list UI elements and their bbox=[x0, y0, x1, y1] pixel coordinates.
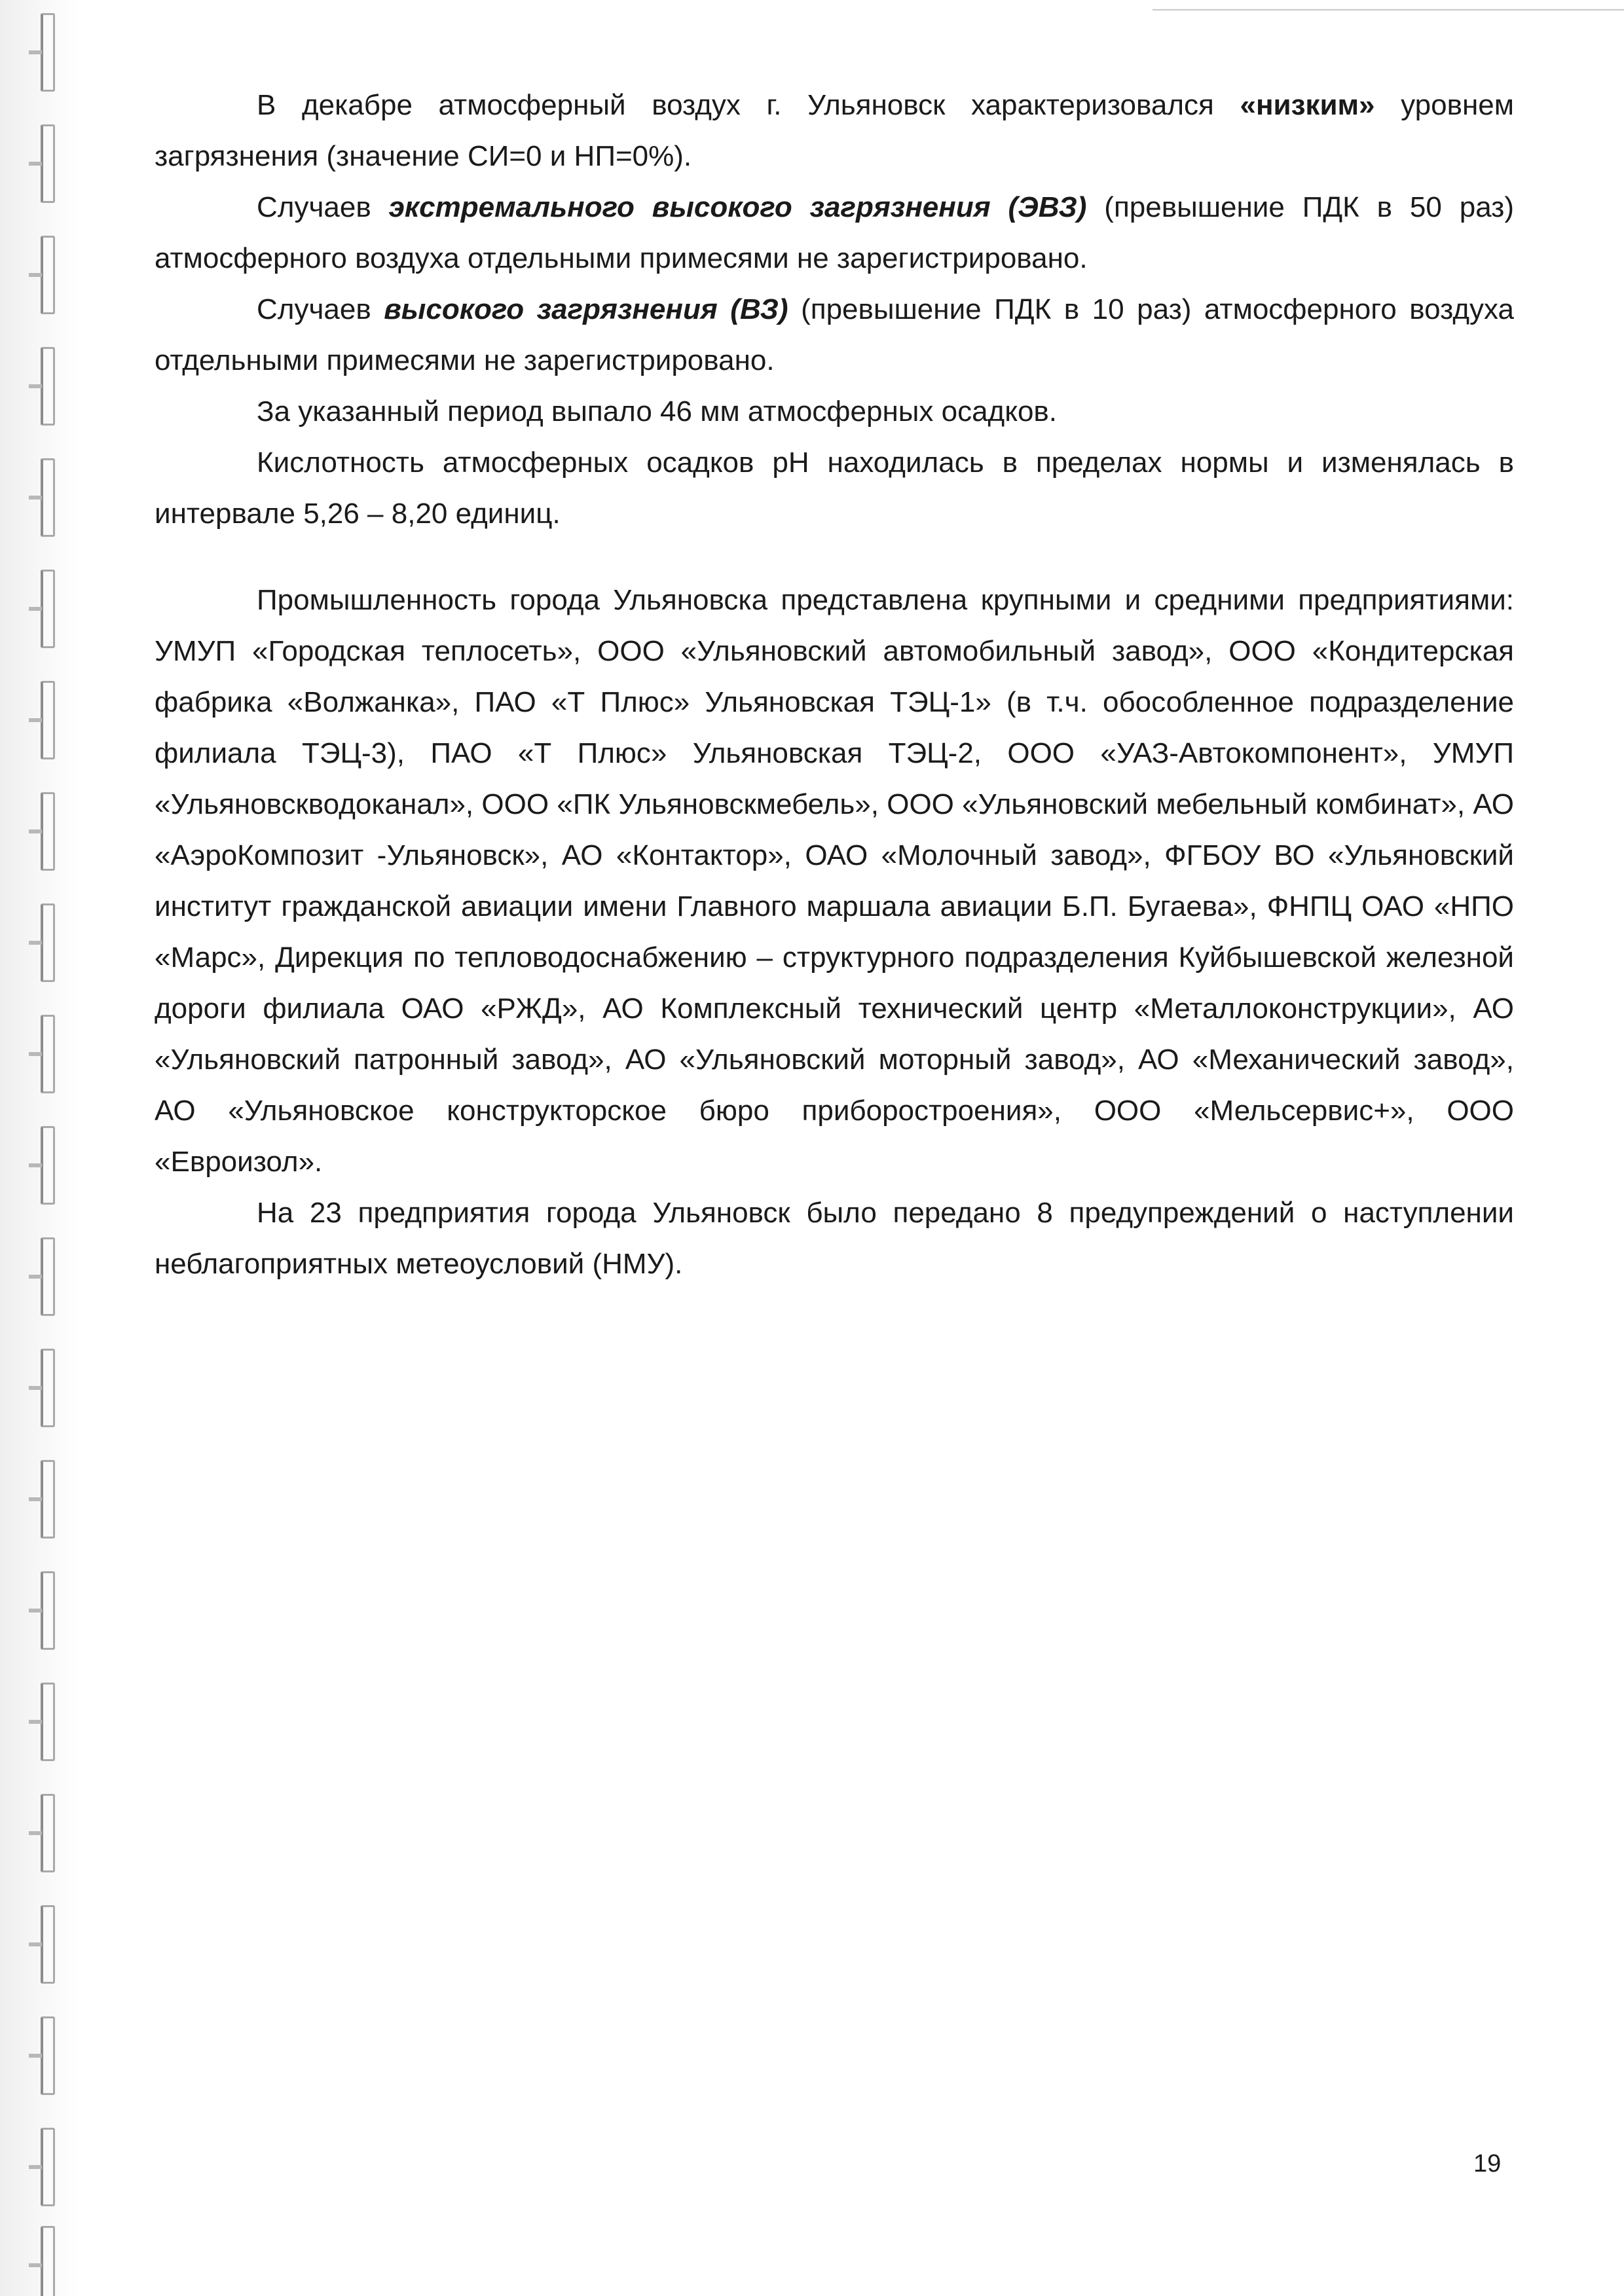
binding-ring bbox=[41, 236, 55, 314]
scan-edge-line bbox=[1153, 9, 1624, 10]
binding-ring bbox=[41, 570, 55, 648]
binding-ring bbox=[41, 1905, 55, 1984]
text-run: уровнем загрязнения (значение СИ=0 и НП=0%). bbox=[155, 89, 1514, 172]
paragraph-air-pollution-level bbox=[155, 80, 1514, 182]
text-run: В декабре атмосферный воздух г. Ульяновск характеризовался bbox=[257, 89, 1240, 121]
term-high-pollution: высокого загрязнения (ВЗ) bbox=[384, 293, 788, 325]
paragraph-industry: Промышленность города Ульяновска представлена крупными и средними предприятиями: УМУП «Городская теплосеть», ООО «Ульяновский автомобильный завод», ООО «Кондитерская фабрика «Волжанка», ПАО «Т Плюс» Ульяновская ТЭЦ-1» (в т.ч. обособленное подразделение филиала ТЭЦ-3), ПАО «Т Плюс» Ульяновская ТЭЦ-2, ООО «УАЗ-Автокомпонент», УМУП «Ульяновскводоканал», ООО «ПК Ульяновскмебель», ООО «Ульяновский мебельный комбинат», АО «АэроКомпозит -Ульяновск», АО «Контактор», ОАО «Молочный завод», ФГБОУ ВО «Ульяновский институт гражданской авиации имени Главного маршала авиации Б.П. Бугаева», ФНПЦ ОАО «НПО «Марс», Дирекция по тепловодоснабжению – структурного подразделения Куйбышевской железной дороги филиала ОАО «РЖД», АО Комплексный технический центр «Металлоконструкции», АО «Ульяновский патронный завод», АО «Ульяновский моторный завод», АО «Механический завод», АО «Ульяновское конструкторское бюро приборостроения», ООО «Мельсервис+», ООО «Евроизол». bbox=[155, 584, 1514, 1178]
binding-ring bbox=[41, 124, 55, 203]
paragraph-acidity: Кислотность атмосферных осадков рН находилась в пределах нормы и изменялась в интервале 5,26 – 8,20 единиц. bbox=[155, 446, 1514, 530]
binding-ring bbox=[41, 1015, 55, 1093]
paragraph-high-pollution bbox=[155, 284, 1514, 386]
binding-ring bbox=[41, 1683, 55, 1761]
bold-term-low: «низким» bbox=[1240, 89, 1375, 121]
binding-ring bbox=[41, 1126, 55, 1205]
text-run: (превышение ПДК в 50 раз) атмосферного воздуха отдельными примесями не зарегистрировано. bbox=[155, 191, 1515, 274]
text-run: (превышение ПДК в 10 раз) атмосферного воздуха отдельными примесями не зарегистрировано. bbox=[155, 293, 1515, 376]
binding-ring bbox=[41, 903, 55, 982]
binding-ring bbox=[41, 2128, 55, 2206]
paragraph-precipitation: За указанный период выпало 46 мм атмосферных осадков. bbox=[257, 395, 1058, 428]
spiral-binding bbox=[0, 0, 79, 2296]
binding-ring bbox=[41, 681, 55, 759]
paragraph-warnings: На 23 предприятия города Ульяновск было передано 8 предупреждений о наступлении неблагоприятных метеоусловий (НМУ). bbox=[155, 1197, 1514, 1280]
binding-ring bbox=[41, 1794, 55, 1872]
binding-ring bbox=[41, 1237, 55, 1316]
text-run: Случаев bbox=[257, 293, 384, 325]
binding-ring bbox=[41, 1349, 55, 1427]
term-extreme-pollution: экстремального высокого загрязнения (ЭВЗ) bbox=[388, 191, 1087, 223]
binding-ring bbox=[41, 13, 55, 92]
binding-ring bbox=[41, 1460, 55, 1539]
document-body bbox=[155, 80, 1514, 1290]
paragraph-extreme-pollution bbox=[155, 182, 1514, 284]
binding-ring bbox=[41, 2226, 55, 2296]
binding-ring bbox=[41, 2016, 55, 2095]
binding-ring bbox=[41, 1571, 55, 1650]
binding-ring bbox=[41, 347, 55, 426]
text-run: Случаев bbox=[257, 191, 389, 223]
page-number: 19 bbox=[1473, 2150, 1502, 2178]
binding-ring bbox=[41, 792, 55, 871]
binding-ring bbox=[41, 458, 55, 537]
